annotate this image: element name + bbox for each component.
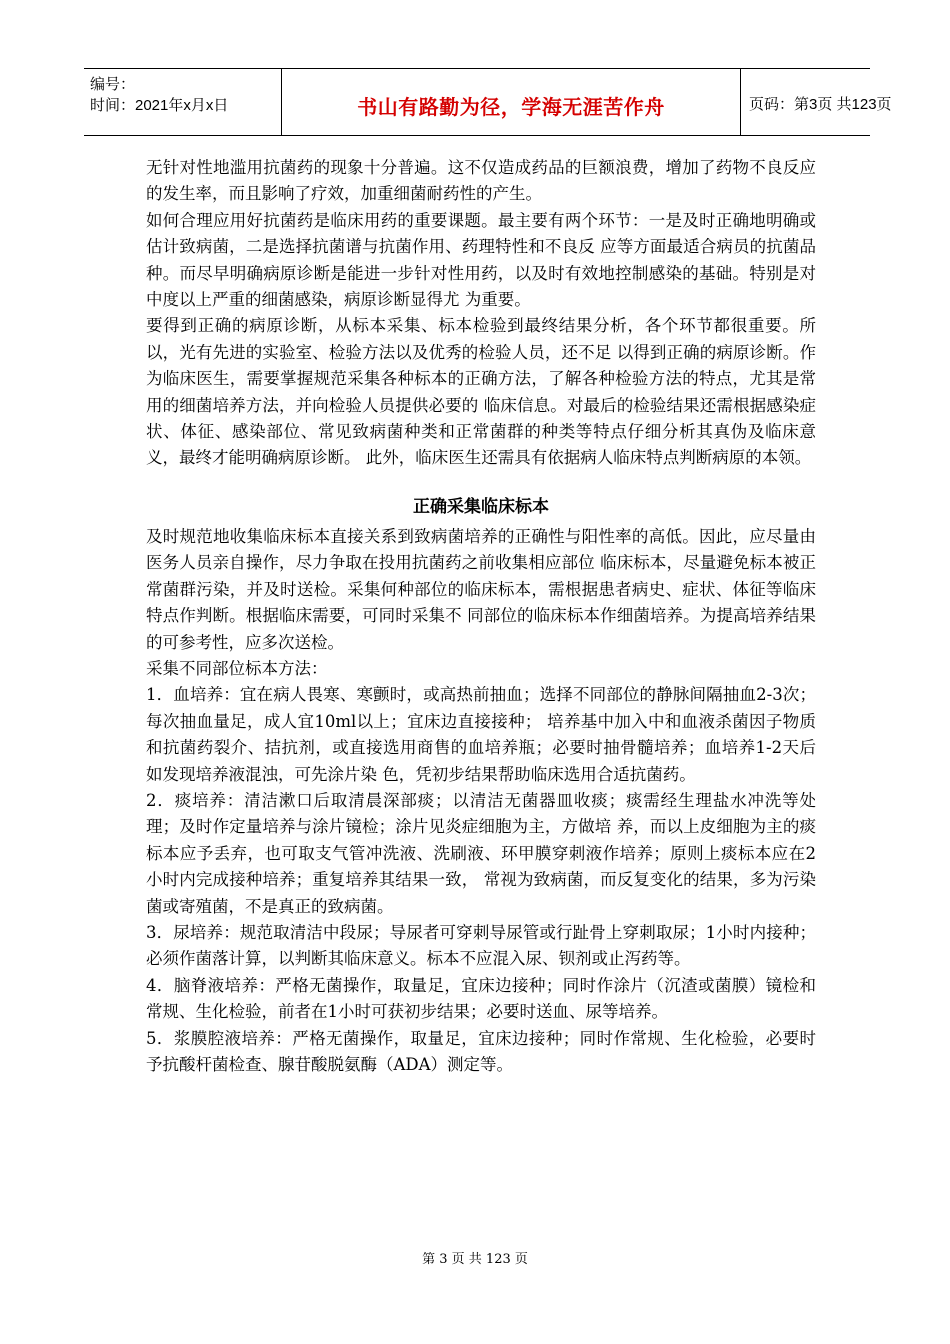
paragraph: 要得到正确的病原诊断，从标本采集、标本检验到最终结果分析，各个环节都很重要。所以，光有先进的实验室、检验方法以及优秀的检验人员，还不足 以得到正确的病原诊断。作为临床医生，需要掌握规范采集各种标本的正确方法，了解各种检验方法的特点，尤其是常用的细菌培养方法，并向检验人员提供必要的 临床信息。对最后的检验结果还需根据感染症状、体征、感染部位、常见致病菌种类和正常菌群的种类等特点仔细分析其真伪及临床意义，最终才能明确病原诊断。 此外，临床医生还需具有依据病人临床特点判断病原的本领。 (146, 316, 816, 468)
header-motto: 书山有路勤为径，学海无涯苦作舟 (357, 95, 665, 119)
paragraph: 及时规范地收集临床标本直接关系到致病菌培养的正确性与阳性率的高低。因此，应尽量由医务人员亲自操作，尽力争取在投用抗菌药之前收集相应部位 临床标本，尽量避免标本被正常菌群污染，并及时送检。采集何种部位的临床标本，需根据患者病史、症状、体征等临床特点作判断。根据临床需要，可同时采集不 同部位的临床标本作细菌培养。为提高培养结果的可参考性，应多次送检。 (146, 526, 816, 652)
list-item: 3．尿培养：规范取清洁中段尿；导尿者可穿刺导尿管或行趾骨上穿刺取尿；1小时内接种；必须作菌落计算，以判断其临床意义。标本不应混入尿、钡剂或止泻药等。 (146, 922, 816, 969)
list-item: 5．浆膜腔液培养：严格无菌操作，取量足，宜床边接种；同时作常规、生化检验，必要时予抗酸杆菌检查、腺苷酸脱氨酶（ADA）测定等。 (146, 1028, 816, 1074)
document-body (146, 155, 816, 1078)
paragraph: 如何合理应用好抗菌药是临床用药的重要课题。最主要有两个环节：一是及时正确地明确或估计致病菌，二是选择抗菌谱与抗菌作用、药理特性和不良反 应等方面最适合病员的抗菌品种。而尽早明确病原诊断是能进一步针对性用药，以及时有效地控制感染的基础。特别是对中度以上严重的细菌感染，病原诊断显得尤 为重要。 (146, 210, 816, 310)
header-page-number: 页码：第3页 共123页 (749, 96, 892, 113)
header-meta (84, 69, 280, 135)
document-number: 编号： (90, 76, 136, 93)
section-heading: 正确采集临床标本 (413, 496, 549, 517)
header-motto-cell (281, 69, 741, 135)
page-footer: 第 3 页 共 123 页 (422, 1252, 528, 1267)
list-item: 2．痰培养：清洁漱口后取清晨深部痰；以清洁无菌器皿收痰；痰需经生理盐水冲洗等处理；及时作定量培养与涂片镜检；涂片见炎症细胞为主，方做培 养，而以上皮细胞为主的痰标本应予丢弃，也可取支气管冲洗液、洗刷液、环甲膜穿刺液作培养；原则上痰标本应在2小时内完成接种培养；重复培养其结果一致， 常视为致病菌，而反复变化的结果，多为污染菌或寄殖菌，不是真正的致病菌。 (146, 790, 816, 916)
header-page-cell (741, 69, 892, 135)
document-date: 时间：2021年x月x日 (90, 97, 229, 114)
list-item: 1．血培养：宜在病人畏寒、寒颤时，或高热前抽血；选择不同部位的静脉间隔抽血2-3次；每次抽血量足，成人宜10ml以上；宜床边直接接种； 培养基中加入中和血液杀菌因子物质和抗菌药裂介、拮抗剂，或直接选用商售的血培养瓶；必要时抽骨髓培养；血培养1-2天后如发现培养液混浊，可先涂片染 色，凭初步结果帮助临床选用合适抗菌药。 (146, 685, 816, 784)
paragraph: 无针对性地滥用抗菌药的现象十分普遍。这不仅造成药品的巨额浪费，增加了药物不良反应的发生率，而且影响了疗效，加重细菌耐药性的产生。 (146, 158, 816, 204)
paragraph: 采集不同部位标本方法： (146, 658, 328, 678)
list-item: 4．脑脊液培养：严格无菌操作，取量足，宜床边接种；同时作涂片（沉渣或菌膜）镜检和常规、生化检验，前者在1小时可获初步结果；必要时送血、尿等培养。 (146, 975, 816, 1022)
page-header (84, 68, 892, 136)
